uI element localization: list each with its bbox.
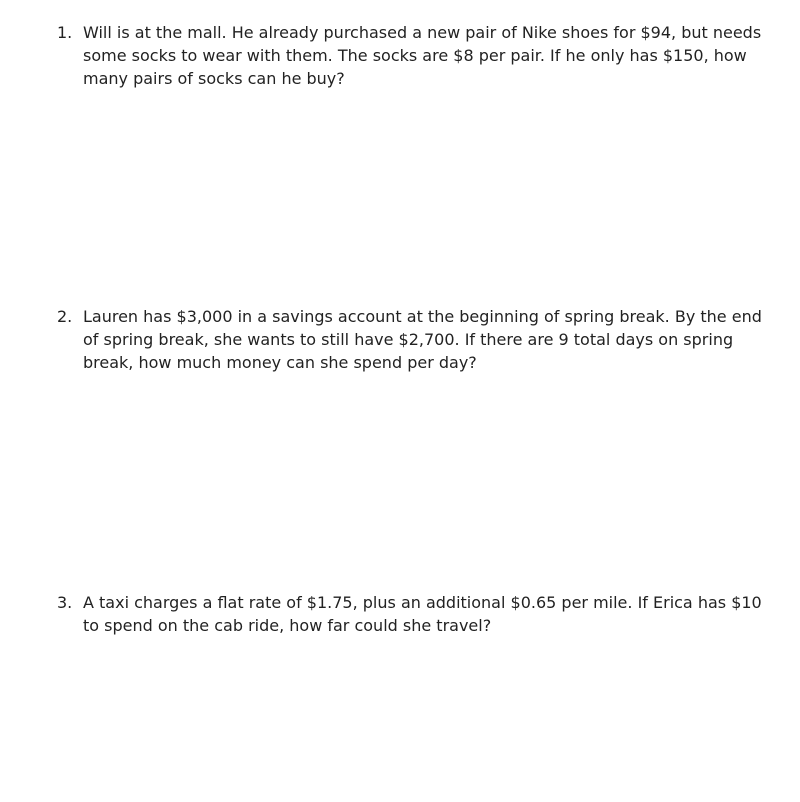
problem-text: A taxi charges a flat rate of $1.75, plus an additional $0.65 per mile. If Erica has $10 to spend on the cab ride, how far could she travel?: [83, 593, 762, 635]
problem-number: 3.: [57, 593, 73, 612]
problem-2: [57, 305, 782, 374]
problem-3: [57, 591, 782, 637]
problem-1: [57, 21, 782, 90]
problem-number: 2.: [57, 307, 73, 326]
problem-number: 1.: [57, 23, 73, 42]
problem-text: Will is at the mall. He already purchased a new pair of Nike shoes for $94, but needs some socks to wear with them. The socks are $8 per pair. If he only has $150, how many pairs of socks can he buy?: [83, 23, 762, 88]
problem-text: Lauren has $3,000 in a savings account at the beginning of spring break. By the end of spring break, she wants to still have $2,700. If there are 9 total days on spring break, how much money can she spend per day?: [83, 307, 762, 372]
